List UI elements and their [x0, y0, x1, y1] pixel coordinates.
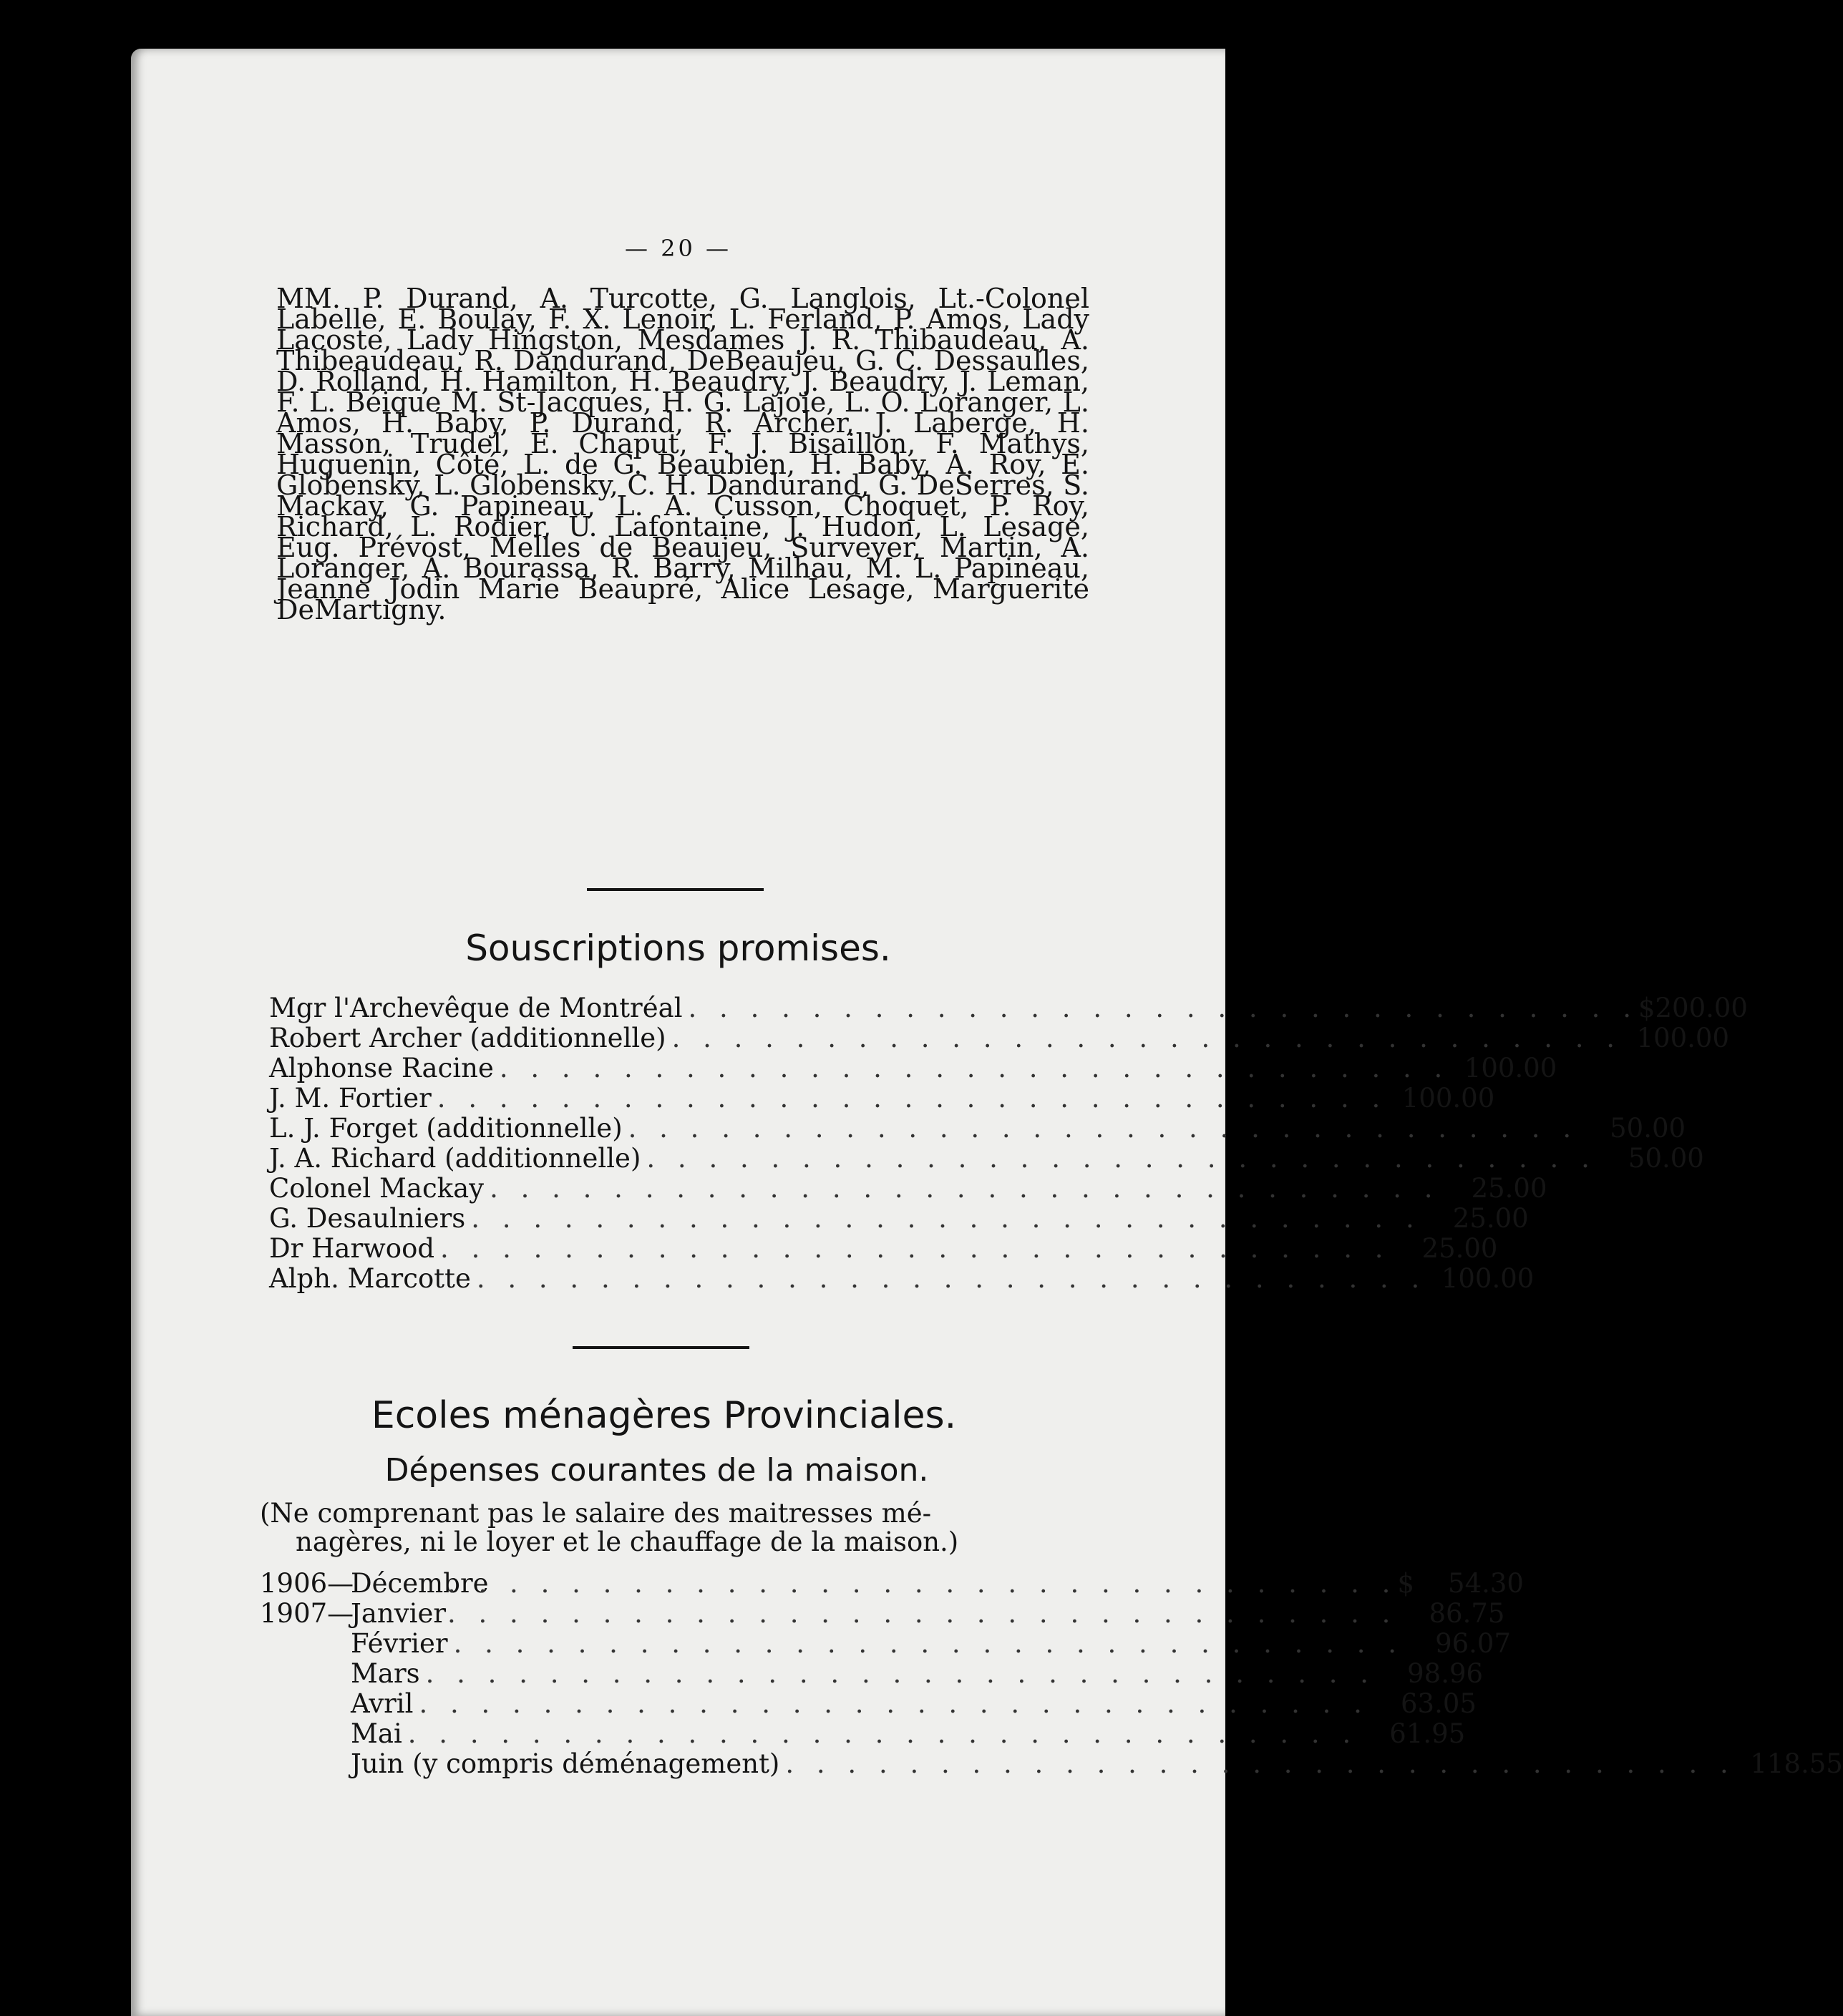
- list-item: [260, 1628, 1511, 1659]
- list-item: [269, 993, 1748, 1023]
- subscriber-name: G. Desaulniers: [269, 1203, 466, 1234]
- list-item: [260, 1658, 1484, 1689]
- leader-dots: . . . . . . . . . . . . . . . . . . . . . . . . . . . . . . .: [471, 1203, 1421, 1234]
- list-item: [269, 1053, 1557, 1084]
- book-page: [131, 49, 1843, 2016]
- list-item: [260, 1568, 1524, 1599]
- subscriber-name: Robert Archer (additionnelle): [269, 1023, 666, 1053]
- expense-amount: 61.95: [1389, 1718, 1466, 1749]
- ecoles-note-line-1: (Ne comprenant pas le salaire des maitresses mé-: [260, 1498, 932, 1529]
- ecoles-subtitle: Dépenses courantes de la maison.: [384, 1452, 929, 1489]
- subscription-amount: 50.00: [1610, 1113, 1686, 1144]
- leader-dots: . . . . . . . . . . . . . . . . . . . . . . . . . . . . . . .: [407, 1718, 1358, 1749]
- page-number: — 20 —: [624, 235, 732, 262]
- subscriber-name: L. J. Forget (additionnelle): [269, 1113, 623, 1144]
- list-item: [260, 1748, 1843, 1779]
- list-item: [269, 1203, 1529, 1234]
- expense-amount: 96.07: [1435, 1628, 1511, 1659]
- list-item: [269, 1023, 1730, 1053]
- leader-dots: . . . . . . . . . . . . . . . . . . . . . . . . . . . . . . .: [671, 1023, 1623, 1053]
- subscription-amount: 100.00: [1441, 1263, 1535, 1294]
- subscriber-name: J. A. Richard (additionnelle): [269, 1143, 641, 1174]
- subscriptions-list: [269, 993, 1748, 1294]
- leader-dots: . . . . . . . . . . . . . . . . . . . . . . . . . . . . . . .: [490, 1173, 1440, 1204]
- subscriber-name: Dr Harwood: [269, 1233, 435, 1264]
- leader-dots: . . . . . . . . . . . . . . . . . . . . . . . . . . . . . . .: [476, 1263, 1427, 1294]
- subscriber-name: J. M. Fortier: [269, 1083, 432, 1114]
- subscription-amount: 100.00: [1464, 1053, 1557, 1084]
- expense-month: Janvier: [351, 1598, 447, 1629]
- expense-month: Février: [351, 1628, 448, 1659]
- subscription-amount: 25.00: [1421, 1233, 1498, 1264]
- ecoles-note-line-2: nagères, ni le loyer et le chauffage de la maison.): [296, 1526, 959, 1557]
- list-item: [269, 1173, 1547, 1204]
- list-item: [269, 1263, 1535, 1294]
- list-item: [260, 1688, 1477, 1719]
- expense-month: Mai: [351, 1718, 402, 1749]
- leader-dots: . . . . . . . . . . . . . . . . . . . . . . . . . . . . . . .: [688, 993, 1638, 1023]
- list-item: [269, 1143, 1704, 1174]
- subscription-amount: 100.00: [1401, 1083, 1495, 1114]
- list-item: [260, 1718, 1466, 1749]
- expense-amount: 98.96: [1407, 1658, 1484, 1689]
- leader-dots: . . . . . . . . . . . . . . . . . . . . . . . . . . . . . . .: [447, 1598, 1398, 1629]
- subscriber-name: Alphonse Racine: [269, 1053, 494, 1084]
- subscriber-name: Alph. Marcotte: [269, 1263, 471, 1294]
- leader-dots: . . . . . . . . . . . . . . . . . . . . . . . . . . . . . . .: [447, 1568, 1398, 1599]
- leader-dots: . . . . . . . . . . . . . . . . . . . . . . . . . . . . . . .: [437, 1083, 1388, 1114]
- list-item: [269, 1083, 1495, 1114]
- expense-year: 1907—: [260, 1598, 354, 1629]
- list-item: [269, 1233, 1498, 1264]
- leader-dots: . . . . . . . . . . . . . . . . . . . . . . . . . . . . . . .: [453, 1628, 1404, 1659]
- expense-year: 1906—: [260, 1568, 354, 1599]
- list-item: [260, 1598, 1505, 1629]
- leader-dots: . . . . . . . . . . . . . . . . . . . . . . . . . . . . . . .: [628, 1113, 1579, 1144]
- leader-dots: . . . . . . . . . . . . . . . . . . . . . . . . . . . . . . .: [425, 1658, 1376, 1689]
- names-paragraph: MM. P. Durand, A. Turcotte, G. Langlois, Lt.-Colonel Labelle, E. Boulay, F. X. Lenoir, L. Ferland, P. Amos, Lady Lacoste, Lady Hingston, Mesdames J. R. Thibaudeau, A. Thibeaudeau, R. Dandurand, DeBeaujeu, G. C. Dessaulles, D. Rolland, H. Hamilton, H. Beaudry, J. Beaudry, J. Leman, F. L. Béique M. St-Jacques, H. G. Lajoie, L. O. Loranger, L. Amos, H. Baby, P. Durand, R. Archer, J. Laberge, H. Masson, Trudel, E. Chaput, F. J. Bisaillon, F. Mathys, Huguenin, Côté, L. de G. Beaubien, H. Baby, A. Roy, E. Globensky, L. Globensky, C. H. Dandurand, G. DeSerres, S. Mackay, G. Papineau, L. A. Cusson, Choquet, P. Roy, Richard, L. Rodier, U. Lafontaine, J. Hudon, L. Lesage, Eug. Prévost, Melles de Beaujeu, Surveyer, Martin, A. Loranger, A. Bourassa, R. Barry, Milhau, M. L. Papineau, Jeanne Jodin Marie Beaupré, Alice Lesage, Marguerite DeMartigny.: [276, 283, 1089, 625]
- leader-dots: . . . . . . . . . . . . . . . . . . . . . . . . . . . . . . .: [646, 1143, 1597, 1174]
- leader-dots: . . . . . . . . . . . . . . . . . . . . . . . . . . . . . . .: [785, 1748, 1736, 1779]
- expense-month: Avril: [351, 1688, 414, 1719]
- subscription-amount: $200.00: [1638, 993, 1748, 1023]
- subscription-amount: 25.00: [1452, 1203, 1529, 1234]
- expenses-list: [260, 1568, 1843, 1779]
- expense-amount: 63.05: [1400, 1688, 1477, 1719]
- subscription-amount: 25.00: [1471, 1173, 1547, 1204]
- subscriber-name: Colonel Mackay: [269, 1173, 485, 1204]
- subscriber-name: Mgr l'Archevêque de Montréal: [269, 993, 683, 1023]
- section-divider-1: [587, 888, 764, 891]
- expense-month: Mars: [351, 1658, 420, 1689]
- ecoles-title: Ecoles ménagères Provinciales.: [371, 1394, 957, 1437]
- subscription-amount: 50.00: [1628, 1143, 1704, 1174]
- list-item: [269, 1113, 1686, 1144]
- expense-amount: 86.75: [1429, 1598, 1505, 1629]
- ecoles-note: [260, 1499, 1084, 1557]
- expense-month: Décembre: [351, 1568, 489, 1599]
- leader-dots: . . . . . . . . . . . . . . . . . . . . . . . . . . . . . . .: [440, 1233, 1391, 1264]
- leader-dots: . . . . . . . . . . . . . . . . . . . . . . . . . . . . . . .: [419, 1688, 1369, 1719]
- subscriptions-title: Souscriptions promises.: [465, 927, 891, 969]
- section-divider-2: [573, 1346, 749, 1349]
- expense-month: Juin (y compris déménagement): [351, 1748, 780, 1779]
- subscription-amount: 100.00: [1636, 1023, 1730, 1053]
- expense-amount: $ 54.30: [1397, 1568, 1524, 1599]
- expense-amount: 118.55: [1750, 1748, 1843, 1779]
- leader-dots: . . . . . . . . . . . . . . . . . . . . . . . . . . . . . . .: [499, 1053, 1450, 1084]
